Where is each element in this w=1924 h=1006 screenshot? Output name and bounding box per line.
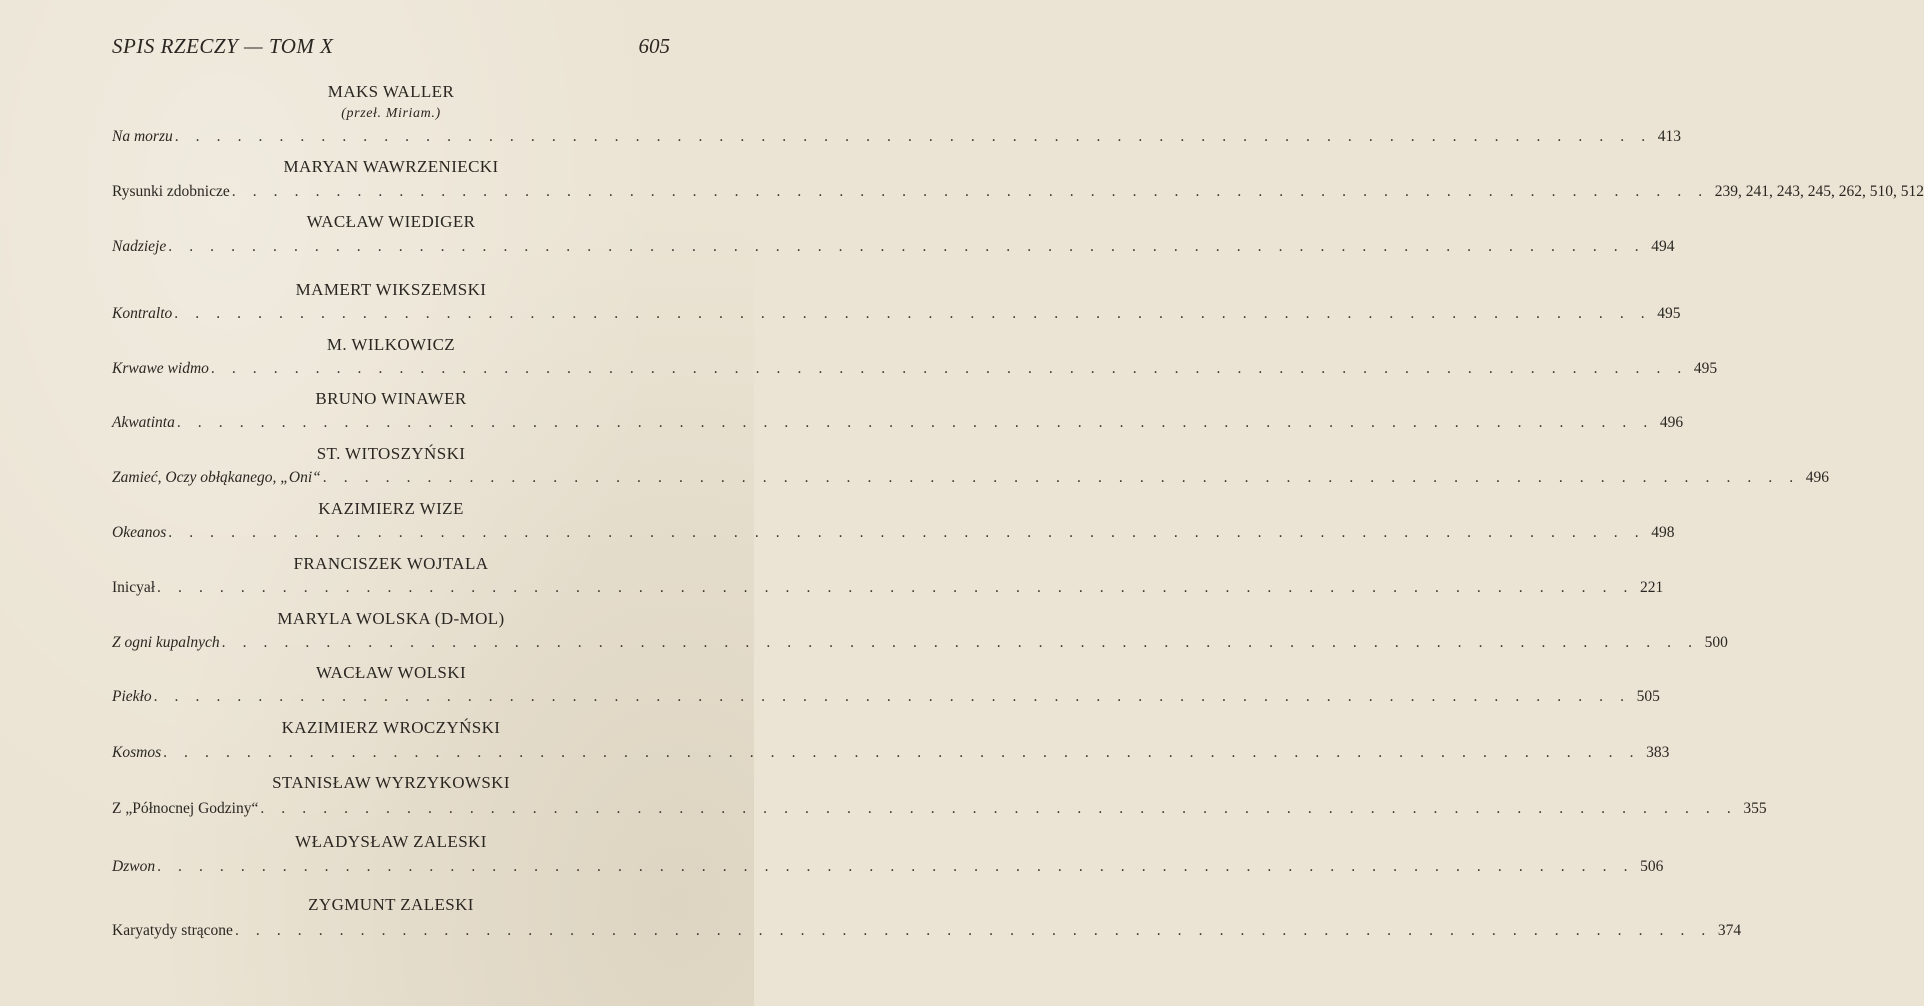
author-name: WACŁAW WIEDIGER [306,212,476,231]
entry-page: 383 [1646,744,1670,761]
toc-entry [112,238,1675,260]
dot-leader: . . . . . . . . . . . . . . . . . . . . . . . . . . . . . . . . . . . . . . . . . . . . . . . . . . . . . . . . . . . . . . . . . . . . . . . [231,183,1709,200]
author-name: ST. WITOSZYŃSKI [316,444,466,463]
entry-page: 498 [1651,524,1675,541]
entry-title: Z ogni kupalnych [112,634,220,651]
entry-page: 413 [1657,128,1681,145]
toc-entry [112,922,1742,944]
entry-title: Karyatydy strącone [112,922,233,939]
author-name: KAZIMIERZ WROCZYŃSKI [281,718,501,737]
toc-entry [112,524,1675,546]
entry-page: 500 [1704,634,1728,651]
toc-entry [112,688,1660,710]
toc-entry [112,128,1681,150]
entry-title: Rysunki zdobnicze [112,183,230,200]
entry-page: 495 [1693,360,1718,377]
entry-title: Krwawe widmo [112,360,209,377]
entry-title: Kosmos [112,744,162,761]
author-name: WŁADYSŁAW ZALESKI [295,832,487,851]
toc-entry [112,360,1718,382]
dot-leader: . . . . . . . . . . . . . . . . . . . . . . . . . . . . . . . . . . . . . . . . . . . . . . . . . . . . . . . . . . . . . . . . . . . . . . . [234,922,1712,939]
dot-leader: . . . . . . . . . . . . . . . . . . . . . . . . . . . . . . . . . . . . . . . . . . . . . . . . . . . . . . . . . . . . . . . . . . . . . . . [163,744,1641,761]
toc-entry [112,744,1670,766]
dot-leader: . . . . . . . . . . . . . . . . . . . . . . . . . . . . . . . . . . . . . . . . . . . . . . . . . . . . . . . . . . . . . . . . . . . . . . . [153,688,1631,705]
dot-leader: . . . . . . . . . . . . . . . . . . . . . . . . . . . . . . . . . . . . . . . . . . . . . . . . . . . . . . . . . . . . . . . . . . . . . . . [176,414,1654,431]
author-name: M. WILKOWICZ [326,335,456,354]
entry-page: 495 [1657,305,1681,322]
entry-page: 505 [1636,688,1660,705]
page-title: SPIS RZECZY — TOM X [112,34,334,58]
entry-page: 374 [1717,922,1742,939]
toc-entry [112,305,1681,327]
dot-leader: . . . . . . . . . . . . . . . . . . . . . . . . . . . . . . . . . . . . . . . . . . . . . . . . . . . . . . . . . . . . . . . . . . . . . . . [260,800,1738,817]
dot-leader: . . . . . . . . . . . . . . . . . . . . . . . . . . . . . . . . . . . . . . . . . . . . . . . . . . . . . . . . . . . . . . . . . . . . . . . [168,238,1646,255]
author-name: MAMERT WIKSZEMSKI [295,280,487,299]
author-name: ZYGMUNT ZALESKI [308,895,474,914]
entry-page: 355 [1743,800,1767,817]
toc-entry [112,579,1664,601]
entry-title: Nadzieje [112,238,167,255]
entry-title: Z „Północnej Godziny“ [112,800,259,817]
entry-title: Okeanos [112,524,167,541]
toc-entry [112,634,1728,656]
dot-leader: . . . . . . . . . . . . . . . . . . . . . . . . . . . . . . . . . . . . . . . . . . . . . . . . . . . . . . . . . . . . . . . . . . . . . . . [174,128,1652,145]
entry-title: Piekło [112,688,152,705]
author-name: MARYAN WAWRZENIECKI [283,157,499,176]
author-name: STANISŁAW WYRZYKOWSKI [272,773,510,792]
entry-title: Inicyał [112,579,156,596]
entry-title: Zamieć, Oczy obłąkanego, „Oni“ [112,469,321,486]
entry-page: 496 [1659,414,1684,431]
dot-leader: . . . . . . . . . . . . . . . . . . . . . . . . . . . . . . . . . . . . . . . . . . . . . . . . . . . . . . . . . . . . . . . . . . . . . . . [221,634,1699,651]
author-name: WACŁAW WOLSKI [315,663,467,682]
dot-leader: . . . . . . . . . . . . . . . . . . . . . . . . . . . . . . . . . . . . . . . . . . . . . . . . . . . . . . . . . . . . . . . . . . . . . . . [322,469,1800,486]
entry-page: 506 [1640,858,1664,875]
translator-note: (przeł. Miriam.) [341,106,441,121]
toc-entry [112,414,1684,436]
entry-page: 496 [1805,469,1830,486]
author-name: FRANCISZEK WOJTALA [293,554,489,573]
dot-leader: . . . . . . . . . . . . . . . . . . . . . . . . . . . . . . . . . . . . . . . . . . . . . . . . . . . . . . . . . . . . . . . . . . . . . . . [157,858,1635,875]
author-name: KAZIMIERZ WIZE [318,499,464,518]
page-header [112,34,670,60]
toc-entry [112,183,1924,205]
dot-leader: . . . . . . . . . . . . . . . . . . . . . . . . . . . . . . . . . . . . . . . . . . . . . . . . . . . . . . . . . . . . . . . . . . . . . . . [174,305,1652,322]
entry-page: 494 [1651,238,1675,255]
toc-entry [112,800,1767,822]
entry-page: 239, 241, 243, 245, 262, 510, 512 [1714,183,1924,200]
author-name: BRUNO WINAWER [315,389,467,408]
toc-entry [112,858,1664,880]
dot-leader: . . . . . . . . . . . . . . . . . . . . . . . . . . . . . . . . . . . . . . . . . . . . . . . . . . . . . . . . . . . . . . . . . . . . . . . [210,360,1688,377]
entry-title: Kontralto [112,305,173,322]
page-number: 605 [638,34,670,58]
entry-title: Akwatinta [112,414,175,431]
author-name: MAKS WALLER [327,82,455,101]
entry-page: 221 [1640,579,1664,596]
dot-leader: . . . . . . . . . . . . . . . . . . . . . . . . . . . . . . . . . . . . . . . . . . . . . . . . . . . . . . . . . . . . . . . . . . . . . . . [157,579,1635,596]
author-name: MARYLA WOLSKA (D-MOL) [277,609,505,628]
entry-title: Dzwon [112,858,156,875]
toc-entry [112,469,1830,491]
entry-title: Na morzu [112,128,173,145]
dot-leader: . . . . . . . . . . . . . . . . . . . . . . . . . . . . . . . . . . . . . . . . . . . . . . . . . . . . . . . . . . . . . . . . . . . . . . . [168,524,1646,541]
